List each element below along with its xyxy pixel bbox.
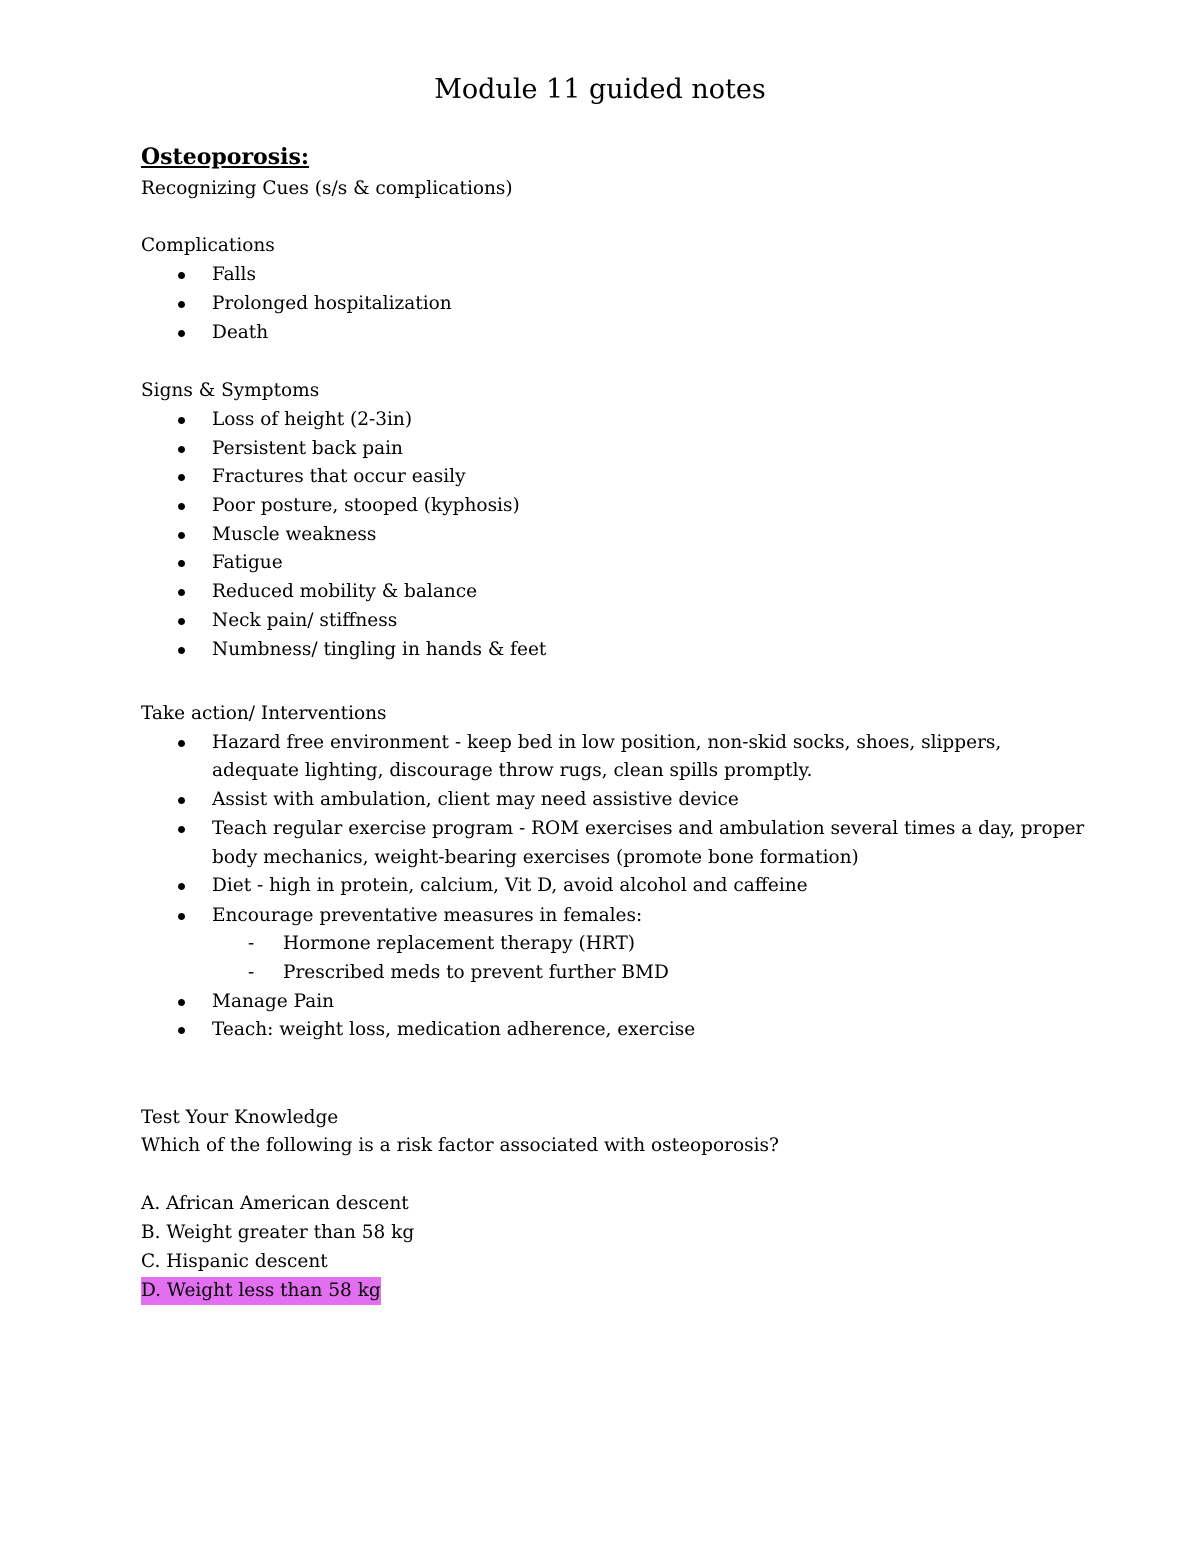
symptom-item: Numbness/ tingling in hands & feet — [212, 639, 547, 660]
document-title: Module 11 guided notes — [434, 74, 766, 105]
bullet-icon — [178, 560, 185, 567]
intervention-item: Encourage preventative measures in females: — [212, 905, 643, 926]
bullet-icon — [178, 532, 185, 539]
quiz-option-d-highlighted: D. Weight less than 58 kg — [141, 1277, 381, 1305]
dash-icon: - — [248, 962, 255, 983]
intervention-subitem: Prescribed meds to prevent further BMD — [283, 962, 669, 983]
quiz-label: Test Your Knowledge — [141, 1107, 339, 1128]
complications-label: Complications — [141, 235, 275, 256]
quiz-question: Which of the following is a risk factor associated with osteoporosis? — [141, 1135, 779, 1156]
bullet-icon — [178, 1027, 185, 1034]
symptom-item: Fatigue — [212, 552, 283, 573]
dash-icon: - — [248, 933, 255, 954]
bullet-icon — [178, 474, 185, 481]
quiz-option-b: B. Weight greater than 58 kg — [141, 1222, 415, 1243]
bullet-icon — [178, 797, 185, 804]
intervention-item: Hazard free environment - keep bed in low position, non-skid socks, shoes, slippers, — [212, 732, 1002, 753]
bullet-icon — [178, 999, 185, 1006]
symptom-item: Fractures that occur easily — [212, 466, 466, 487]
signs-symptoms-label: Signs & Symptoms — [141, 380, 320, 401]
intervention-item-continued: body mechanics, weight-bearing exercises (promote bone formation) — [212, 847, 859, 868]
complication-item: Prolonged hospitalization — [212, 293, 452, 314]
symptom-item: Muscle weakness — [212, 524, 377, 545]
bullet-icon — [178, 446, 185, 453]
bullet-icon — [178, 647, 185, 654]
bullet-icon — [178, 301, 185, 308]
symptom-item: Poor posture, stooped (kyphosis) — [212, 495, 520, 516]
intervention-subitem: Hormone replacement therapy (HRT) — [283, 933, 636, 954]
quiz-option-c: C. Hispanic descent — [141, 1251, 328, 1272]
bullet-icon — [178, 417, 185, 424]
symptom-item: Reduced mobility & balance — [212, 581, 478, 602]
bullet-icon — [178, 913, 185, 920]
bullet-icon — [178, 503, 185, 510]
section-subtitle: Recognizing Cues (s/s & complications) — [141, 178, 513, 199]
symptom-item: Loss of height (2-3in) — [212, 409, 413, 430]
bullet-icon — [178, 330, 185, 337]
intervention-item: Assist with ambulation, client may need assistive device — [212, 789, 739, 810]
intervention-item: Manage Pain — [212, 991, 335, 1012]
interventions-label: Take action/ Interventions — [141, 703, 387, 724]
symptom-item: Persistent back pain — [212, 438, 403, 459]
intervention-item: Diet - high in protein, calcium, Vit D, avoid alcohol and caffeine — [212, 875, 808, 896]
bullet-icon — [178, 589, 185, 596]
quiz-option-a: A. African American descent — [141, 1193, 409, 1214]
symptom-item: Neck pain/ stiffness — [212, 610, 398, 631]
bullet-icon — [178, 272, 185, 279]
intervention-item: Teach: weight loss, medication adherence, exercise — [212, 1019, 696, 1040]
bullet-icon — [178, 618, 185, 625]
bullet-icon — [178, 883, 185, 890]
complication-item: Falls — [212, 264, 256, 285]
section-heading: Osteoporosis: — [141, 144, 309, 170]
bullet-icon — [178, 740, 185, 747]
intervention-item-continued: adequate lighting, discourage throw rugs, clean spills promptly. — [212, 760, 813, 781]
intervention-item: Teach regular exercise program - ROM exercises and ambulation several times a day, proper — [212, 818, 1085, 839]
bullet-icon — [178, 826, 185, 833]
complication-item: Death — [212, 322, 269, 343]
